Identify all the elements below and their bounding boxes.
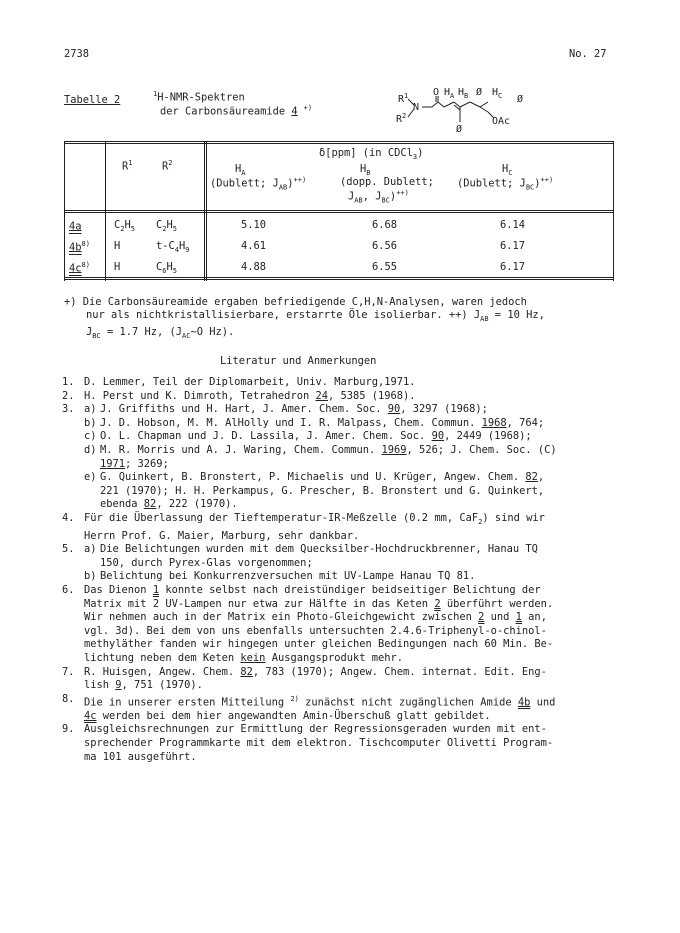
journal-issue: No. 27 <box>569 48 607 60</box>
page-number: 2738 <box>64 48 90 60</box>
svg-text:O: O <box>433 87 440 98</box>
table-footnote: +) Die Carbonsäureamide ergaben befriedigende C,H,N-Analysen, waren jedoch nur als nichtkristallisierbare, erstarrte Öle isolierbar. ++) $J_{AB} = 10$ Hz, $J_{BC} = 1.7$ Hz, ($J_{AC}\sim O$ Hz). <box>64 296 545 341</box>
header-hb-desc-1: (dopp. Dublett; <box>340 176 434 188</box>
nmr-table <box>64 141 614 281</box>
header-ha-desc: (Dublett; $J_{AB})^{++)}$ <box>210 176 307 192</box>
table-cell-hc: 6.17 <box>500 261 526 273</box>
table-cell-hb: 6.56 <box>372 240 398 252</box>
svg-text:HB: $H_B$ <box>458 87 469 100</box>
svg-text:HA: $H_A$ <box>444 87 455 100</box>
table-cell-r1: H <box>114 261 121 273</box>
reference-6: 6. Das Dienon 1 konnte selbst nach dreistündiger beidseitiger Belichtung der Matrix mit 2 UV-Lampen nur etwa zur Hälfte in das Keten 2 überführt werden. Wir nehmen auch in der Matrix ein Photo-Gleichgewicht zwischen 2 und 1 an, vgl. 3d). Bei dem von uns ebenfalls untersuchten 2.4.6-Triphenyl-o-chinol- methyläther fanden wir hingegen unter gleichen Bedingungen nach 60 Min. Be- lichtung neben dem Keten kein Ausgangsprodukt mehr. <box>62 583 554 664</box>
table-cell-r1: H <box>114 240 121 252</box>
table-cell-r2: $C_6H_5$ <box>156 261 177 276</box>
table-cell-r1: $C_2H_5$ <box>114 219 135 234</box>
table-row-id: $4b^{8)}$ <box>69 240 90 254</box>
table-cell-r2: $C_2H_5$ <box>156 219 177 234</box>
header-delta: δ[ppm] (in CDCl$_3$) <box>319 147 424 162</box>
header-r2: $R^2$ <box>162 159 173 173</box>
structure-formula <box>388 84 578 144</box>
table-cell-r2: $t-C_4H_9$ <box>156 240 190 255</box>
reference-4: 4. Für die Überlassung der Tieftemperatur-IR-Meßzelle (0.2 mm, CaF$_2$) sind wir Herrn Prof. G. Maier, Marburg, sehr dankbar. <box>62 511 545 542</box>
table-cell-hc: 6.14 <box>500 219 526 231</box>
reference-5: 5. a) Die Belichtungen wurden mit dem Quecksilber-Hochdruckbrenner, Hanau TQ 150, durch Pyrex-Glas vorgenommen; b) Belichtung bei Konkurrenzversuchen mit UV-Lampe Hanau TQ 81. <box>62 543 538 583</box>
table-title-line-1: $^1$H-NMR-Spektren <box>153 90 245 104</box>
table-cell-hb: 6.68 <box>372 219 398 231</box>
section-heading: Literatur und Anmerkungen <box>220 355 377 367</box>
table-rules <box>64 141 614 281</box>
header-hc-desc: (Dublett; $J_{BC})^{++)}$ <box>457 176 554 192</box>
header-hc: $H_C$ <box>502 163 513 178</box>
table-title-line-2: der Carbonsäureamide 4 +) <box>160 104 313 118</box>
table-cell-hc: 6.17 <box>500 240 526 252</box>
reference-9: 9. Ausgleichsrechnungen zur Ermittlung der Regressionsgeraden wurden mit ent- sprechender Programmkarte mit dem elektron. Tischcomputer Olivetti Program- ma 101 ausgeführt. <box>62 723 554 763</box>
svg-text:Ø: Ø <box>517 94 524 105</box>
reference-1: 1. D. Lemmer, Teil der Diplomarbeit, Univ. Marburg,1971. <box>62 376 416 388</box>
reference-3: 3. a) J. Griffiths und H. Hart, J. Amer. Chem. Soc. 90, 3297 (1968); b) J. D. Hobson, M. M. AlHolly und I. R. Malpass, Chem. Commun. 1968, 764; c) O. L. Chapman und J. D. Lassila, J. Amer. Chem. Soc. 90, 2449 (1968); d) M. R. Morris und A. J. Waring, Chem. Commun. 1969, 526; J. Chem. Soc. (C) 1971; 3269; e) G. Quinkert, B. Bronstert, P. Michaelis und U. Krüger, Angew. Chem. 82, 221 (1970); H. H. Perkampus, G. Prescher, B. Bronstert und G. Quinkert, ebenda 82, 222 (1970). <box>62 403 557 511</box>
table-cell-ha: 4.61 <box>241 240 267 252</box>
reference-8: 8. Die in unserer ersten Mitteilung $^{2)}$ zunächst nicht zugänglichen Amide 4b und 4c werden bei dem hier angewandten Amin-Überschuß glatt gebildet. <box>62 692 556 722</box>
header-hb: $H_B$ <box>360 163 371 178</box>
table-row-id: $4c^{8)}$ <box>69 261 90 275</box>
header-ha: $H_A$ <box>235 163 246 178</box>
table-cell-hb: 6.55 <box>372 261 398 273</box>
svg-text:N: N <box>413 102 420 113</box>
table-row-id: 4a <box>69 220 82 233</box>
table-cell-ha: 5.10 <box>241 219 267 231</box>
reference-7: 7. R. Huisgen, Angew. Chem. 82, 783 (1970); Angew. Chem. internat. Edit. Eng- lish 9, 751 (1970). <box>62 665 547 692</box>
svg-text:Ø: Ø <box>476 87 483 98</box>
reference-2: 2. H. Perst und K. Dimroth, Tetrahedron 24, 5385 (1968). <box>62 389 416 402</box>
svg-text:R2: $R^2$ <box>396 112 407 125</box>
svg-text:R1: $R^1$ <box>398 92 409 105</box>
header-hb-desc-2: $J_{AB}$, $J_{BC})^{++)}$ <box>348 189 409 205</box>
header-r1: $R^1$ <box>122 159 133 173</box>
svg-text:OAc: OAc <box>492 116 511 127</box>
reference-list <box>62 376 632 764</box>
svg-text:Ø: Ø <box>456 124 463 135</box>
table-label: Tabelle 2 <box>64 94 121 106</box>
table-cell-ha: 4.88 <box>241 261 267 273</box>
svg-text:HC: $H_C$ <box>492 87 503 100</box>
